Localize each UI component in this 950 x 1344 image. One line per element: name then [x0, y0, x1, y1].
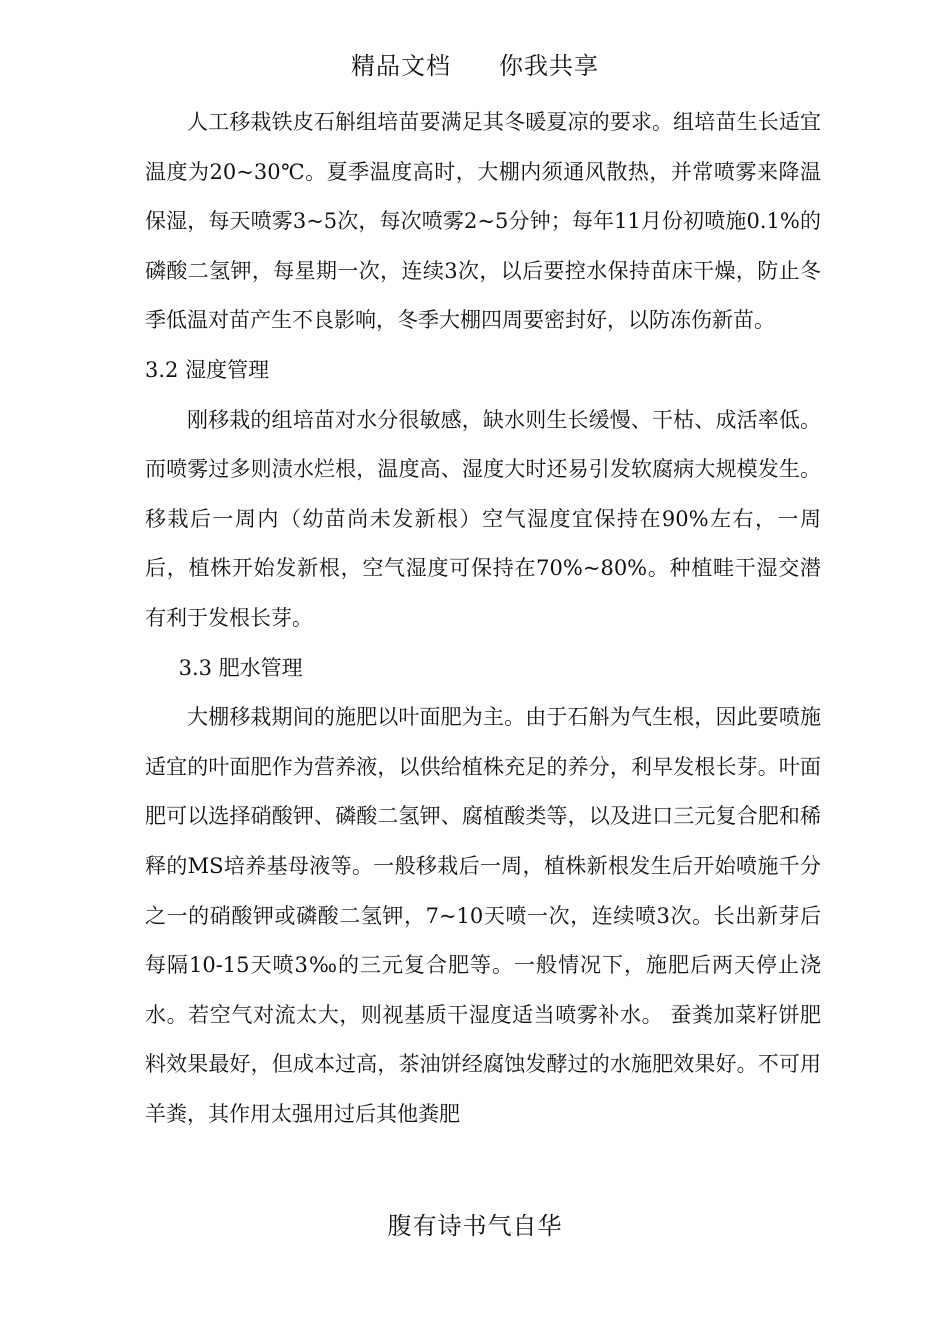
- page-footer: 腹有诗书气自华: [387, 1212, 563, 1240]
- page-header: [0, 48, 950, 84]
- fertilizer-heading: 3.3 肥水管理: [178, 655, 303, 680]
- header-right-text: 你我共享: [499, 52, 599, 80]
- humidity-heading: 3.2 湿度管理: [145, 357, 270, 382]
- document-body: [145, 98, 821, 1139]
- header-left-text: 精品文档: [351, 52, 451, 80]
- temperature-paragraph: 人工移栽铁皮石斛组培苗要满足其冬暖夏凉的要求。组培苗生长适宜温度为20~30℃。夏季温度高时，大棚内须通风散热，并常喷雾来降温保湿，每天喷雾3~5次，每次喷雾2~5分钟；每年11月份初喷施0.1%的磷酸二氢钾，每星期一次，连续3次，以后要控水保持苗床干燥，防止冬季低温对苗产生不良影响，冬季大棚四周要密封好，以防冻伤新苗。: [145, 110, 821, 333]
- humidity-paragraph: 刚移栽的组培苗对水分很敏感，缺水则生长缓慢、干枯、成活率低。而喷雾过多则渍水烂根，温度高、湿度大时还易引发软腐病大规模发生。移栽后一周内（幼苗尚未发新根）空气湿度宜保持在90%左右，一周后，植株开始发新根，空气湿度可保持在70%~80%。种植畦干湿交潜有利于发根长芽。: [145, 407, 821, 630]
- fertilizer-paragraph: 大棚移栽期间的施肥以叶面肥为主。由于石斛为气生根，因此要喷施适宜的叶面肥作为营养液，以供给植株充足的养分，利早发根长芽。叶面肥可以选择硝酸钾、磷酸二氢钾、腐植酸类等，以及进口三元复合肥和稀释的MS培养基母液等。一般移栽后一周，植株新根发生后开始喷施千分之一的硝酸钾或磷酸二氢钾，7~10天喷一次，连续喷3次。长出新芽后每隔10-15天喷3‰的三元复合肥等。一般情况下，施肥后两天停止浇水。若空气对流太大，则视基质干湿度适当喷雾补水。 蚕粪加菜籽饼肥料效果最好，但成本过高，茶油饼经腐蚀发酵过的水施肥效果好。不可用羊粪，其作用太强用过后其他粪肥: [145, 705, 821, 1126]
